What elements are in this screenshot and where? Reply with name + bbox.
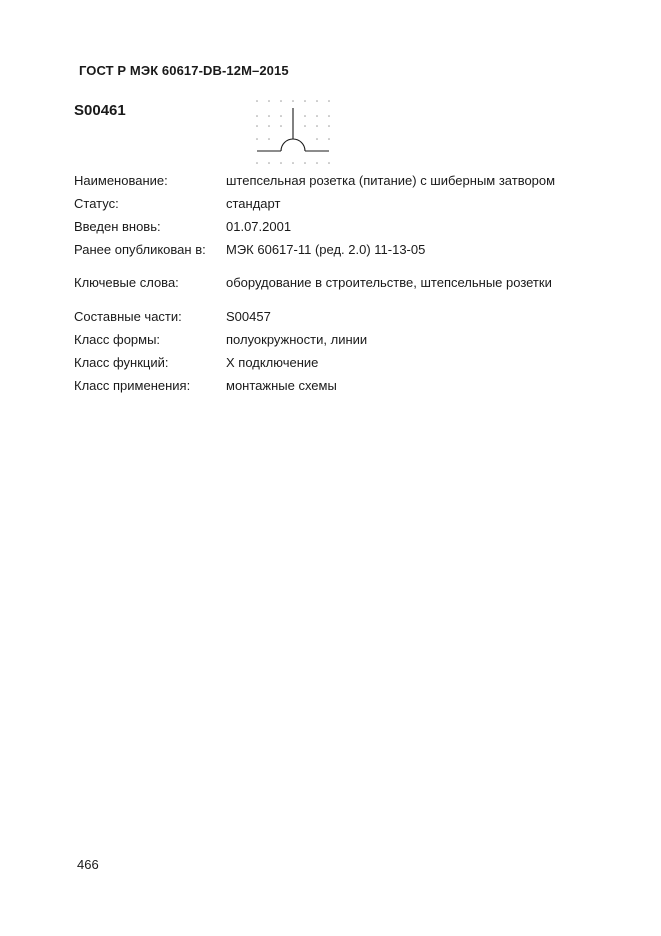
field-label: Составные части: bbox=[74, 309, 182, 324]
document-header: ГОСТ Р МЭК 60617-DB-12M–2015 bbox=[79, 63, 289, 78]
symbol-code: S00461 bbox=[74, 102, 126, 119]
field-value: оборудование в строительстве, штепсельные розетки bbox=[226, 275, 552, 290]
page-number: 466 bbox=[77, 857, 99, 872]
field-label: Класс функций: bbox=[74, 355, 169, 370]
field-value: стандарт bbox=[226, 196, 281, 211]
field-value: монтажные схемы bbox=[226, 378, 337, 393]
field-value: полуокружности, линии bbox=[226, 332, 368, 347]
field-label: Класс применения: bbox=[74, 378, 191, 393]
field-label: Ранее опубликован в: bbox=[74, 242, 206, 257]
field-value: МЭК 60617-11 (ред. 2.0) 11-13-05 bbox=[226, 242, 426, 257]
field-value: 01.07.2001 bbox=[226, 219, 292, 234]
field-label: Введен вновь: bbox=[74, 219, 161, 234]
field-label: Класс формы: bbox=[74, 332, 161, 347]
field-value: штепсельная розетка (питание) с шиберным затвором bbox=[226, 173, 556, 188]
field-label: Статус: bbox=[74, 196, 119, 211]
field-label: Ключевые слова: bbox=[74, 275, 179, 290]
field-value: S00457 bbox=[226, 309, 271, 324]
field-label: Наименование: bbox=[74, 173, 168, 188]
socket-with-shutter-symbol-icon bbox=[252, 96, 334, 166]
field-value: X подключение bbox=[226, 355, 319, 370]
symbol-lines bbox=[257, 108, 329, 151]
